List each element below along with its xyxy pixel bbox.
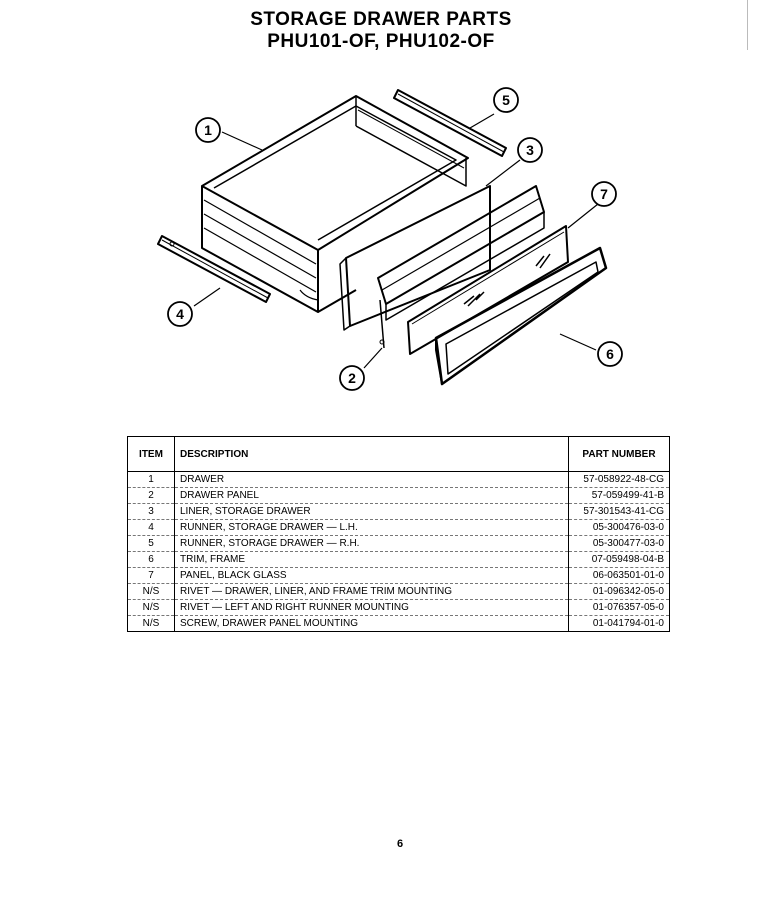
cell-part-number: 01-096342-05-0 (569, 584, 670, 600)
cell-part-number: 57-301543-41-CG (569, 504, 670, 520)
cell-description: TRIM, FRAME (175, 552, 569, 568)
page-number: 6 (396, 838, 404, 850)
trim-frame-drawing (436, 248, 606, 384)
table-row (128, 472, 670, 488)
cell-description: RIVET — LEFT AND RIGHT RUNNER MOUNTING (175, 600, 569, 616)
document-title: STORAGE DRAWER PARTS (250, 9, 512, 30)
callout-leaders (194, 114, 598, 368)
table-row (128, 488, 670, 504)
cell-part-number: 57-058922-48-CG (569, 472, 670, 488)
liner-drawing (378, 186, 544, 320)
cell-part-number: 06-063501-01-0 (569, 568, 670, 584)
cell-description: RUNNER, STORAGE DRAWER — R.H. (175, 536, 569, 552)
table-row (128, 552, 670, 568)
callout-3: 3 (526, 142, 534, 158)
cell-item: 1 (128, 472, 175, 488)
callout-2: 2 (348, 370, 356, 386)
header-description: DESCRIPTION (175, 437, 569, 472)
callout-7: 7 (600, 186, 608, 202)
callout-6: 6 (606, 346, 614, 362)
cell-item: 6 (128, 552, 175, 568)
header-part-number: PART NUMBER (569, 437, 670, 472)
cell-item: N/S (128, 600, 175, 616)
table-row (128, 616, 670, 632)
cell-item: 2 (128, 488, 175, 504)
cell-part-number: 07-059498-04-B (569, 552, 670, 568)
callout-4: 4 (176, 306, 184, 322)
table-row (128, 568, 670, 584)
cell-item: N/S (128, 584, 175, 600)
drawer-panel-drawing (340, 186, 490, 348)
header-item: ITEM (128, 437, 175, 472)
cell-item: 4 (128, 520, 175, 536)
document-subtitle: PHU101-OF, PHU102-OF (267, 31, 495, 52)
cell-part-number: 01-076357-05-0 (569, 600, 670, 616)
cell-part-number: 05-300476-03-0 (569, 520, 670, 536)
cell-description: DRAWER PANEL (175, 488, 569, 504)
cell-description: LINER, STORAGE DRAWER (175, 504, 569, 520)
runner-rh-drawing (394, 90, 506, 156)
cell-description: RIVET — DRAWER, LINER, AND FRAME TRIM MOUNTING (175, 584, 569, 600)
cell-description: RUNNER, STORAGE DRAWER — L.H. (175, 520, 569, 536)
callout-5: 5 (502, 92, 510, 108)
cell-description: SCREW, DRAWER PANEL MOUNTING (175, 616, 569, 632)
cell-item: 3 (128, 504, 175, 520)
cell-item: N/S (128, 616, 175, 632)
table-row (128, 520, 670, 536)
exploded-parts-diagram (0, 60, 762, 420)
table-row (128, 584, 670, 600)
cell-part-number: 57-059499-41-B (569, 488, 670, 504)
cell-description: DRAWER (175, 472, 569, 488)
parts-table (127, 436, 670, 632)
table-row (128, 536, 670, 552)
parts-table-header (128, 437, 670, 472)
callout-circles (168, 88, 622, 390)
cell-item: 7 (128, 568, 175, 584)
cell-part-number: 05-300477-03-0 (569, 536, 670, 552)
cell-part-number: 01-041794-01-0 (569, 616, 670, 632)
table-row (128, 504, 670, 520)
table-row (128, 600, 670, 616)
cell-item: 5 (128, 536, 175, 552)
callout-1: 1 (204, 122, 212, 138)
cell-description: PANEL, BLACK GLASS (175, 568, 569, 584)
